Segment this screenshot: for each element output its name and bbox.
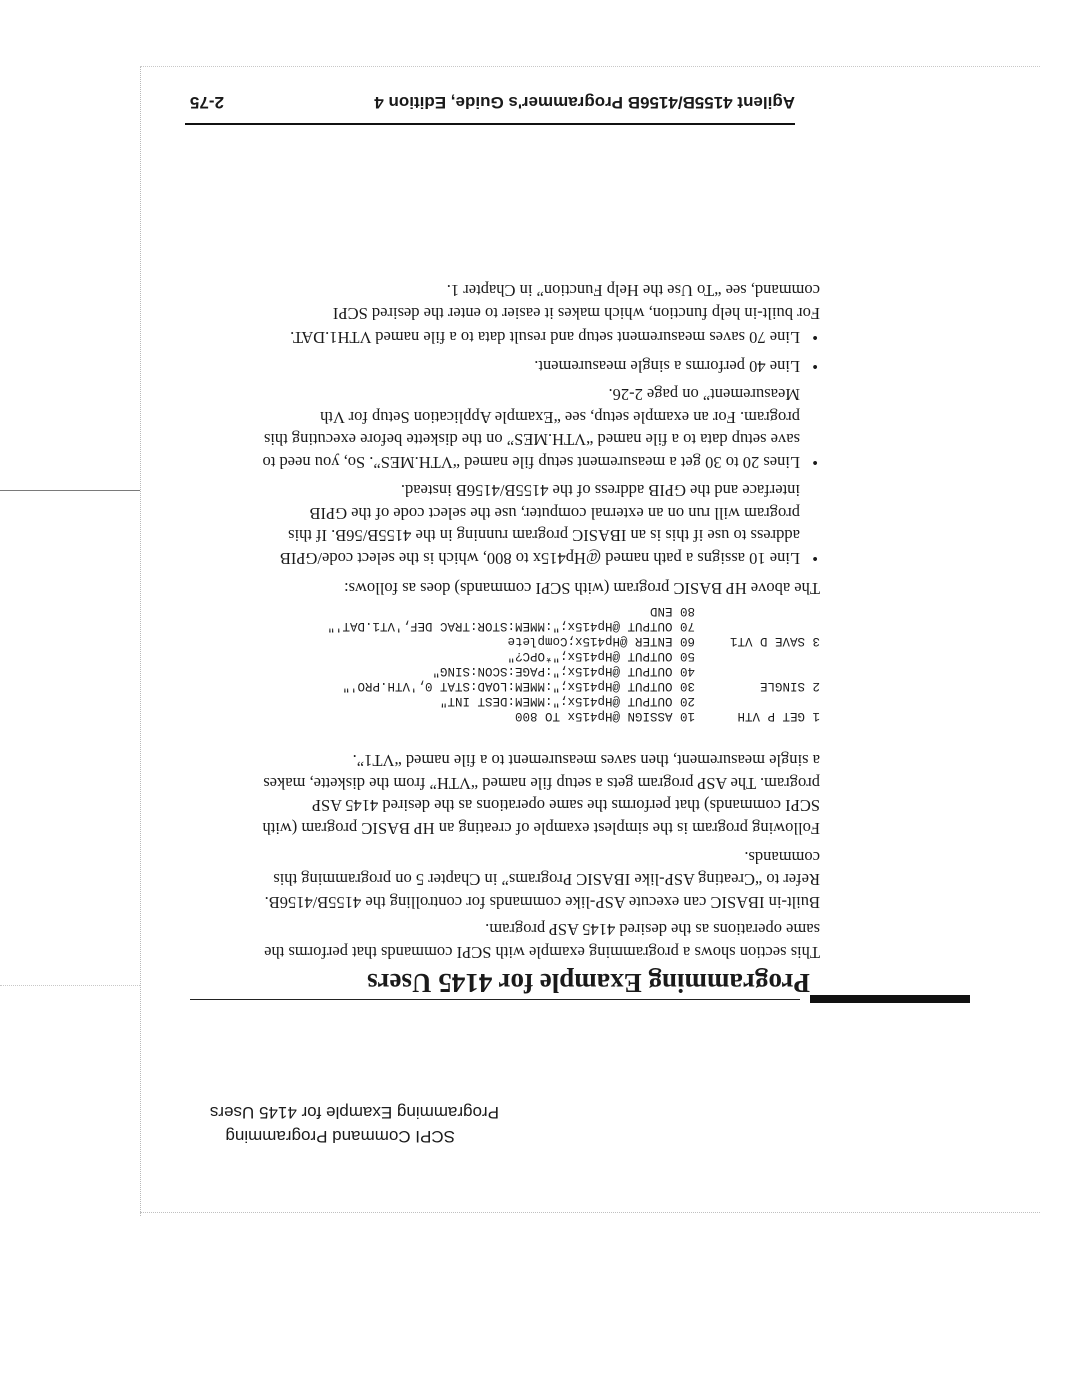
page-title: Programming Example for 4145 Users <box>367 968 810 998</box>
basic-line: 30 OUTPUT @Hp415x;":MMEM:LOAD:STAT 0,'VTH.PRO'" <box>342 679 695 693</box>
page-number: 2-75 <box>189 93 224 112</box>
asp-label: 2 SINGLE <box>759 679 820 693</box>
code-row <box>507 648 820 663</box>
list-item: • Lines 20 to 30 get a measurement setup file named “VTH.MES”. So, you need to save setup data to a file named “VTH.MES” on the diskette before executing this program. For an example setup, see “Example Application Setup for Vth Measurement” on page 2-26. <box>255 383 820 473</box>
basic-line: 60 ENTER @Hp415x;Complete <box>507 634 695 648</box>
basic-line: 80 END <box>649 604 695 618</box>
list-item: • Line 10 assigns a path named @Hp415x to 800, which is the select code/GPIB address to use if this is an IBASIC program running in the 4155B/56B. If this program will run on an external computer, use the select code of the GPIB interface and the GPIB address of the 4155B/4156B instead. <box>255 479 820 569</box>
section-header-line2: Programming Example for 4145 Users <box>209 1103 499 1122</box>
intro-paragraph: This section shows a programming example with SCPI commands that performs the same operations as the desired 4145 ASP program. <box>264 920 820 962</box>
footer-title: Agilent 4155B/4156B Programmer's Guide, Edition 4 <box>374 93 795 112</box>
basic-line: 20 OUTPUT @Hp415x;":MMEM:DEST INT" <box>439 694 695 708</box>
code-row <box>515 708 820 723</box>
code-row <box>432 663 820 678</box>
title-rule-thin <box>190 999 800 1000</box>
above-paragraph: The above HP BASIC program (with SCPI commands) does as follows: <box>343 579 820 598</box>
following-paragraph: Following program is the simplest example of creating an HP BASIC program (with SCPI commands) that performs the same operations as the desired 4145 ASP program. The ASP program gets a setup file named “VTH” from the diskette, makes a single measurement, then saves measurement to a file named “VT1”. <box>262 751 820 838</box>
asp-label: 3 SAVE D VT1 <box>729 634 820 648</box>
code-row <box>342 678 820 693</box>
list-item: • Line 40 performs a single measurement. <box>255 355 820 378</box>
basic-line: 50 OUTPUT @Hp415x;"*OPC?" <box>507 649 695 663</box>
list-item: • Line 70 saves measurement setup and result data to a file named VTH1.DAT. <box>255 326 820 349</box>
code-row <box>650 603 820 618</box>
basic-line: 40 OUTPUT @Hp415x;":PAGE:SCON:SING" <box>432 664 695 678</box>
section-header-line1: SCPI Command Programming <box>225 1127 455 1146</box>
basic-line: 70 OUTPUT @Hp415x;":MMEM:STOR:TRAC DEF,'VT1.DAT'" <box>327 619 695 633</box>
basic-line: 10 ASSIGN @Hp415x TO 800 <box>514 709 695 723</box>
code-row <box>507 633 820 648</box>
help-paragraph: For built-in help function, which makes it easier to enter the desired SCPI command, see “To Use the Help Function” in Chapter 1. <box>332 281 820 323</box>
asp-label: 1 GET P VTH <box>737 709 820 723</box>
builtin-paragraph: Built-in IBASIC can execute ASP-like commands for controlling the 4155B/4156B. Refer to “Creating ASP-like IBASIC Programs” in Chapter 5 on programming this commands. <box>264 848 820 912</box>
code-row <box>327 618 820 633</box>
code-row <box>440 693 820 708</box>
footer-rule <box>185 123 795 125</box>
title-rule-thick <box>810 995 970 1003</box>
bullet-list <box>255 320 820 569</box>
